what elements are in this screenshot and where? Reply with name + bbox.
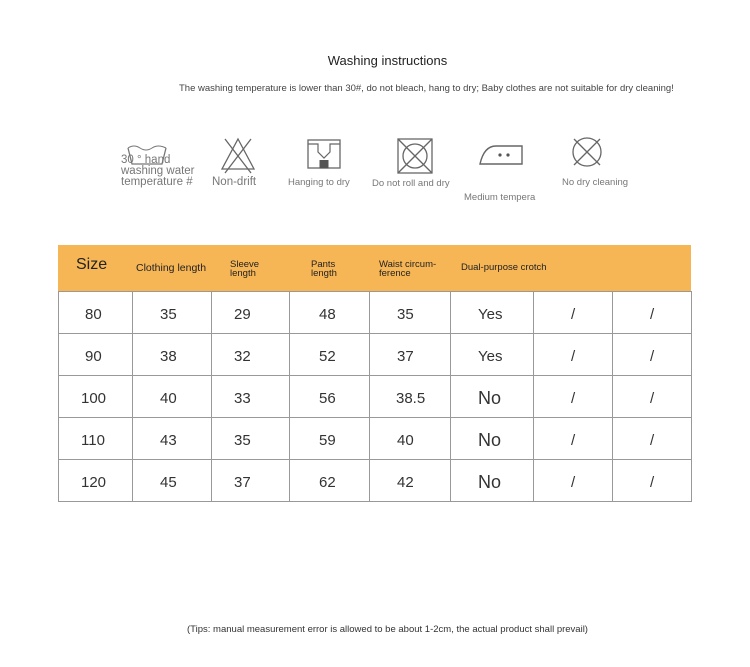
cell-value: 42	[397, 474, 414, 491]
table-cell	[613, 292, 692, 334]
cell-value: /	[571, 306, 576, 323]
table-cell	[370, 334, 451, 376]
tips-note: (Tips: manual measurement error is allowed to be about 1-2cm, the actual product shall prevail)	[187, 624, 588, 635]
table-cell	[451, 292, 534, 334]
no-bleach-icon	[219, 136, 257, 174]
page-title: Washing instructions	[327, 53, 448, 68]
table-cell	[534, 418, 613, 460]
cell-value: /	[571, 348, 576, 365]
no-dry-clean-label: No dry cleaning	[562, 177, 629, 188]
cell-value: 35	[160, 306, 177, 323]
hand-wash-label: 30 ° hand washing water temperature #	[121, 154, 195, 188]
size-grid	[58, 291, 692, 502]
cell-value: /	[650, 390, 655, 407]
cell-value: 35	[234, 432, 251, 449]
table-cell	[290, 418, 370, 460]
no-dry-clean-icon	[570, 135, 604, 169]
cell-value: 43	[160, 432, 177, 449]
cell-value: 52	[319, 348, 336, 365]
table-cell	[133, 292, 212, 334]
table-cell	[534, 376, 613, 418]
table-cell	[613, 418, 692, 460]
cell-value: /	[650, 432, 655, 449]
header-waist: Waist circum- ference	[379, 259, 437, 279]
no-tumble-dry-icon	[395, 136, 435, 176]
table-cell	[290, 460, 370, 502]
cell-value: 120	[81, 474, 107, 491]
cell-value: 29	[234, 306, 251, 323]
table-cell	[451, 376, 534, 418]
size-table	[58, 245, 691, 502]
cell-value: 40	[397, 432, 414, 449]
table-cell	[133, 376, 212, 418]
iron-medium-label: Medium tempera	[464, 192, 536, 203]
table-cell	[451, 460, 534, 502]
care-icons-row	[0, 132, 750, 212]
table-cell	[133, 418, 212, 460]
table-row	[59, 292, 692, 334]
header-crotch: Dual-purpose crotch	[461, 262, 547, 273]
table-cell	[613, 376, 692, 418]
table-cell	[133, 460, 212, 502]
iron-medium-icon	[478, 140, 526, 168]
hang-dry-icon	[306, 138, 342, 170]
cell-value: 40	[160, 390, 177, 407]
cell-value: 35	[397, 306, 414, 323]
header-sleeve-length: Sleeve length	[230, 259, 260, 279]
size-table-header	[58, 245, 691, 291]
table-cell	[59, 334, 133, 376]
cell-value: 48	[319, 306, 336, 323]
table-cell	[290, 376, 370, 418]
cell-value: 100	[81, 390, 107, 407]
cell-value: No	[478, 388, 502, 408]
header-pants-length: Pants length	[311, 259, 337, 279]
table-cell	[212, 334, 290, 376]
table-cell	[370, 376, 451, 418]
cell-value: 37	[234, 474, 251, 491]
cell-value: 38.5	[396, 390, 426, 407]
cell-value: No	[478, 430, 502, 450]
table-cell	[59, 418, 133, 460]
washing-subtitle: The washing temperature is lower than 30#, do not bleach, hang to dry; Baby clothes are not suitable for dry cleaning!	[179, 83, 674, 94]
cell-value: /	[571, 474, 576, 491]
cell-value: 33	[234, 390, 251, 407]
cell-value: /	[571, 390, 576, 407]
table-cell	[59, 292, 133, 334]
hang-dry-label: Hanging to dry	[288, 177, 350, 188]
cell-value: Yes	[478, 306, 503, 323]
table-cell	[613, 460, 692, 502]
no-tumble-dry-label: Do not roll and dry	[372, 178, 450, 189]
cell-value: /	[571, 432, 576, 449]
cell-value: /	[650, 474, 655, 491]
header-size: Size	[76, 256, 108, 273]
table-cell	[59, 460, 133, 502]
table-cell	[451, 334, 534, 376]
table-cell	[370, 418, 451, 460]
table-cell	[59, 376, 133, 418]
table-cell	[133, 334, 212, 376]
header-clothing-length: Clothing length	[136, 262, 207, 274]
table-cell	[212, 418, 290, 460]
no-bleach-label: Non-drift	[212, 176, 257, 188]
cell-value: 45	[160, 474, 177, 491]
table-row	[59, 334, 692, 376]
table-cell	[212, 292, 290, 334]
table-cell	[613, 334, 692, 376]
table-cell	[370, 460, 451, 502]
cell-value: 59	[319, 432, 336, 449]
table-cell	[290, 292, 370, 334]
cell-value: /	[650, 306, 655, 323]
table-cell	[534, 460, 613, 502]
cell-value: 32	[234, 348, 251, 365]
table-row	[59, 376, 692, 418]
table-cell	[370, 292, 451, 334]
table-row	[59, 460, 692, 502]
cell-value: 38	[160, 348, 177, 365]
cell-value: 56	[319, 390, 336, 407]
cell-value: Yes	[478, 348, 503, 365]
cell-value: 110	[81, 432, 105, 449]
cell-value: 62	[319, 474, 336, 491]
cell-value: 37	[397, 348, 414, 365]
cell-value: 80	[85, 306, 102, 323]
table-cell	[451, 418, 534, 460]
table-cell	[212, 376, 290, 418]
table-cell	[534, 292, 613, 334]
cell-value: No	[478, 472, 502, 492]
table-cell	[212, 460, 290, 502]
cell-value: 90	[85, 348, 102, 365]
cell-value: /	[650, 348, 655, 365]
table-cell	[534, 334, 613, 376]
table-cell	[290, 334, 370, 376]
table-row	[59, 418, 692, 460]
